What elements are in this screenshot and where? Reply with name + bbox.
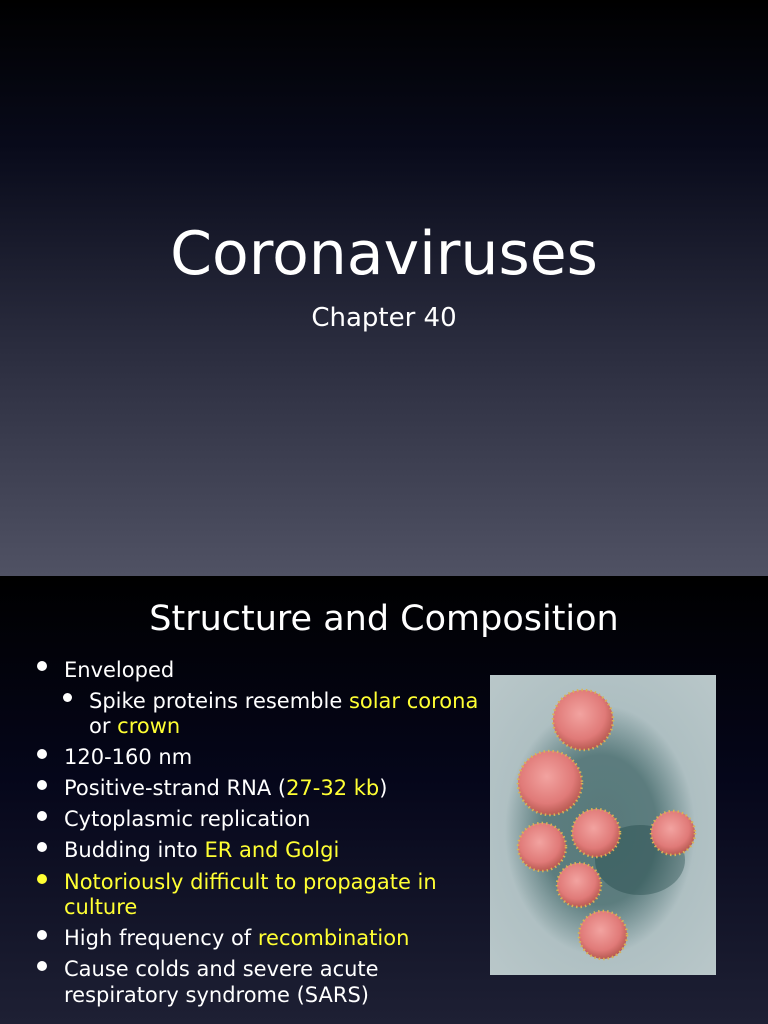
bullet-text: Budding into (64, 838, 205, 862)
bullet-rna (64, 775, 387, 801)
content-slide-title: Structure and Composition (149, 599, 619, 639)
highlight-text: ER and Golgi (204, 838, 340, 862)
sub-bullet-spike-line2 (89, 713, 180, 739)
bullet-text: ) (379, 776, 388, 800)
bullet-replication (64, 806, 310, 832)
bullet-dot (37, 930, 47, 940)
bullet-dot (37, 780, 47, 790)
bullet-text: Spike proteins resemble (89, 689, 349, 713)
bullet-budding (64, 837, 339, 863)
bullet-dot (37, 961, 47, 971)
highlight-text: Notoriously difficult to propagate in (64, 870, 437, 894)
bullet-size (64, 744, 192, 770)
bullet-text: High frequency of (64, 926, 258, 950)
bullet-text: respiratory syndrome (SARS) (64, 983, 369, 1007)
bullet-enveloped (64, 657, 174, 683)
bullet-dot (37, 874, 47, 884)
bullet-text: 120-160 nm (64, 745, 193, 769)
highlight-text: recombination (257, 926, 410, 950)
slide-title: Coronaviruses (170, 219, 598, 289)
bullet-recombination (64, 925, 409, 951)
bullet-text: Cause colds and severe acute (64, 957, 379, 981)
bullet-text: or (89, 714, 118, 738)
highlight-text: culture (64, 895, 138, 919)
highlight-text: crown (117, 714, 181, 738)
bullet-text: Cytoplasmic replication (64, 807, 311, 831)
bullet-dot (37, 661, 47, 671)
highlight-text: solar corona (348, 689, 479, 713)
slide-subtitle: Chapter 40 (311, 303, 457, 333)
highlight-text: 27-32 kb (286, 776, 380, 800)
bullet-propagate-line2 (64, 894, 137, 920)
bullet-text: Positive-strand RNA ( (64, 776, 287, 800)
bullet-dot (37, 811, 47, 821)
coronavirus-micrograph-image (490, 675, 716, 975)
sub-bullet-spike (89, 688, 478, 714)
bullet-dot (37, 842, 47, 852)
sub-bullet-dot (63, 693, 72, 702)
bullet-text: Enveloped (64, 658, 175, 682)
bullet-sars (64, 956, 379, 982)
bullet-dot (37, 749, 47, 759)
bullet-sars-line2 (64, 982, 369, 1008)
bullet-propagate (64, 869, 437, 895)
